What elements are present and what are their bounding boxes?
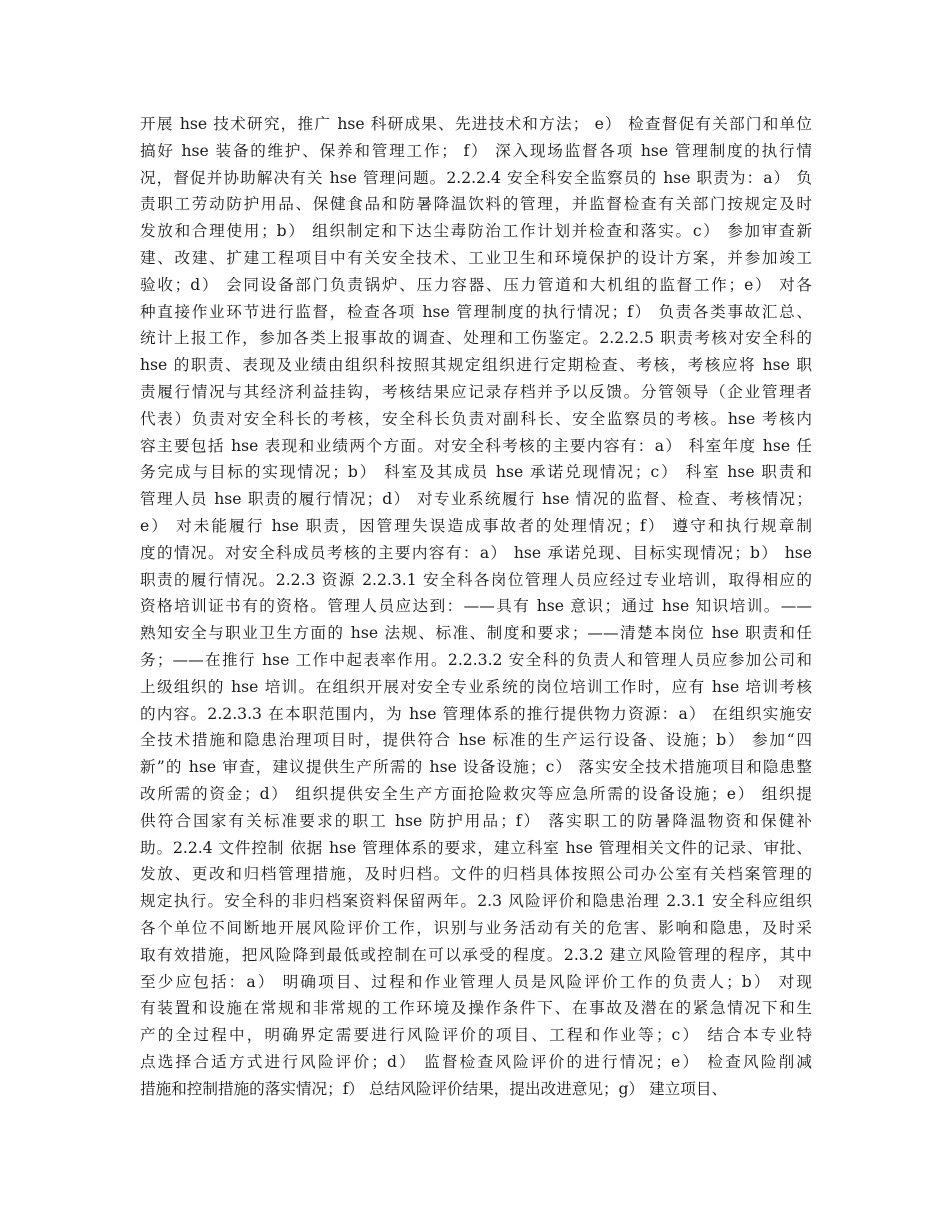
text-line: 开展 hse 技术研究，推广 hse 科研成果、先进技术和方法； e） 检查督促有关部门和单位 bbox=[140, 115, 812, 133]
text-line: 的内容。2.2.3.3 在本职范围内，为 hse 管理体系的推行提供物力资源：a） 在组织实施安 bbox=[140, 704, 812, 723]
text-line: 职责的履行情况。2.2.3 资源 2.2.3.1 安全科各岗位管理人员应经过专业培训，取得相应的 bbox=[140, 570, 812, 589]
text-line: e） 对未能履行 hse 职责，因管理失误造成事故者的处理情况；f） 遵守和执行规章制 bbox=[140, 516, 812, 535]
text-line: 务；——在推行 hse 工作中起表率作用。2.2.3.2 安全科的负责人和管理人员应参加公司和 bbox=[140, 650, 812, 669]
text-line: 搞好 hse 装备的维护、保养和管理工作； f） 深入现场监督各项 hse 管理制度的执行情 bbox=[140, 141, 812, 160]
text-line: 全技术措施和隐患治理项目时，提供符合 hse 标准的生产运行设备、设施；b） 参加“四 bbox=[140, 731, 812, 750]
text-line: 容主要包括 hse 表现和业绩两个方面。对安全科考核的主要内容有：a） 科室年度 hse 任 bbox=[140, 436, 812, 455]
text-line: 有装置和设施在常规和非常规的工作环境及操作条件下、在事故及潜在的紧急情况下和生 bbox=[140, 999, 812, 1018]
text-line: 况，督促并协助解决有关 hse 管理问题。2.2.2.4 安全科安全监察员的 hse 职责为：a） 负 bbox=[140, 168, 812, 187]
text-line: 发放、更改和归档管理措施，及时归档。文件的归档具体按照公司办公室有关档案管理的 bbox=[140, 865, 812, 884]
text-line: 措施和控制措施的落实情况；f） 总结风险评价结果，提出改进意见；g） 建立项目、 bbox=[140, 1079, 728, 1098]
text-line: 助。2.2.4 文件控制 依据 hse 管理体系的要求，建立科室 hse 管理相关文件的记录、审批、 bbox=[140, 838, 812, 857]
text-line: 责履行情况与其经济利益挂钩，考核结果应记录存档并予以反馈。分管领导（企业管理者 bbox=[140, 382, 812, 401]
text-line: 上级组织的 hse 培训。在组织开展对安全专业系统的岗位培训工作时，应有 hse 培训考核 bbox=[140, 677, 812, 696]
text-line: 建、改建、扩建工程项目中有关安全技术、工业卫生和环境保护的设计方案，并参加竣工 bbox=[140, 248, 812, 267]
text-line: 统计上报工作，参加各类上报事故的调查、处理和工伤鉴定。2.2.2.5 职责考核对安全科的 bbox=[140, 329, 812, 348]
text-line: 熟知安全与职业卫生方面的 hse 法规、标准、制度和要求；——清楚本岗位 hse 职责和任 bbox=[140, 624, 812, 643]
text-line: hse 的职责、表现及业绩由组织科按照其规定组织进行定期检查、考核，考核应将 hse 职 bbox=[140, 356, 812, 375]
text-line: 新”的 hse 审查，建议提供生产所需的 hse 设备设施；c） 落实安全技术措施项目和隐患整 bbox=[140, 758, 812, 777]
text-line: 供符合国家有关标准要求的职工 hse 防护用品；f） 落实职工的防暑降温物资和保健补 bbox=[140, 811, 812, 830]
text-line: 发放和合理使用；b） 组织制定和下达尘毒防治工作计划并检查和落实。c） 参加审查新 bbox=[140, 222, 812, 241]
text-line: 点选择合适方式进行风险评价；d） 监督检查风险评价的进行情况；e） 检查风险削减 bbox=[140, 1052, 812, 1071]
text-line: 代表）负责对安全科长的考核，安全科长负责对副科长、安全监察员的考核。hse 考核内 bbox=[140, 409, 812, 428]
text-line: 验收；d） 会同设备部门负责锅炉、压力容器、压力管道和大机组的监督工作；e） 对各 bbox=[140, 275, 812, 294]
text-line: 种直接作业环节进行监督，检查各项 hse 管理制度的执行情况；f） 负责各类事故汇总、 bbox=[140, 302, 812, 321]
text-line: 至少应包括：a） 明确项目、过程和作业管理人员是风险评价工作的负责人；b） 对现 bbox=[140, 972, 812, 991]
text-line: 规定执行。安全科的非归档案资料保留两年。2.3 风险评价和隐患治理 2.3.1 安全科应组织 bbox=[140, 892, 812, 911]
text-line: 改所需的资金；d） 组织提供安全生产方面抢险救灾等应急所需的设备设施；e） 组织提 bbox=[140, 784, 812, 803]
text-line: 产的全过程中，明确界定需要进行风险评价的项目、工程和作业等；c） 结合本专业特 bbox=[140, 1026, 812, 1045]
text-line: 各个单位不间断地开展风险评价工作，识别与业务活动有关的危害、影响和隐患，及时采 bbox=[140, 918, 812, 937]
text-line: 管理人员 hse 职责的履行情况；d） 对专业系统履行 hse 情况的监督、检查、考核情况； bbox=[140, 490, 812, 509]
text-line: 责职工劳动防护用品、保健食品和防暑降温饮料的管理，并监督检查有关部门按规定及时 bbox=[140, 195, 812, 214]
text-line: 度的情况。对安全科成员考核的主要内容有：a） hse 承诺兑现、目标实现情况；b） hse bbox=[140, 543, 812, 562]
text-line: 取有效措施，把风险降到最低或控制在可以承受的程度。2.3.2 建立风险管理的程序，其中 bbox=[140, 945, 812, 964]
text-line: 资格培训证书有的资格。管理人员应达到：——具有 hse 意识；通过 hse 知识培训。—— bbox=[140, 597, 812, 616]
text-line: 务完成与目标的实现情况；b） 科室及其成员 hse 承诺兑现情况；c） 科室 hse 职责和 bbox=[140, 463, 812, 482]
body-text bbox=[140, 111, 812, 1102]
